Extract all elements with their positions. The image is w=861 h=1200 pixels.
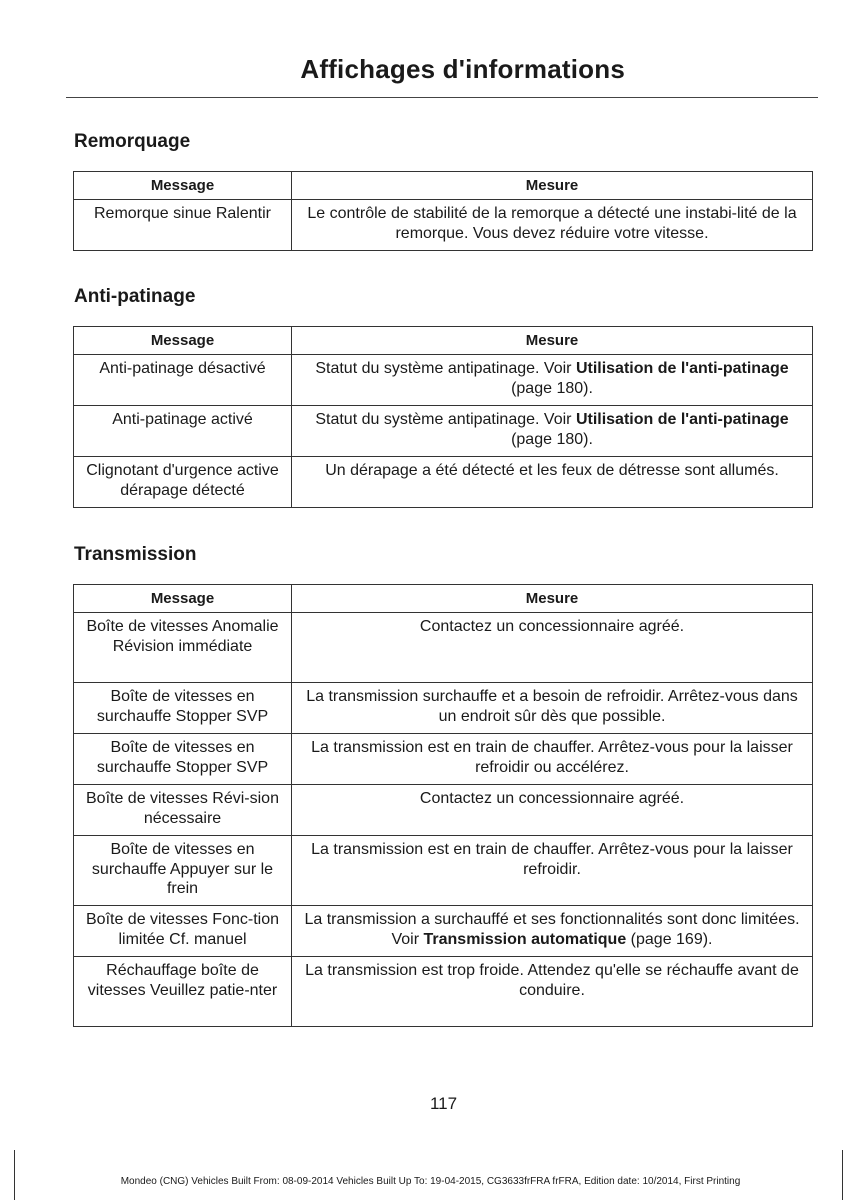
mesure-text: Statut du système antipatinage. Voir: [315, 360, 576, 377]
mesure-cell: Contactez un concessionnaire agréé.: [292, 785, 813, 836]
message-cell: Boîte de vitesses Anomalie Révision immédiate: [74, 613, 292, 683]
mesure-cell: La transmission est en train de chauffer. Arrêtez-vous pour la laisser refroidir.: [292, 836, 813, 906]
mesure-cell: La transmission est en train de chauffer. Arrêtez-vous pour la laisser refroidir ou accélérez.: [292, 734, 813, 785]
message-cell: Anti-patinage désactivé: [74, 355, 292, 406]
column-header-mesure: Mesure: [292, 327, 813, 355]
cross-reference-link[interactable]: Utilisation de l'anti-patinage: [575, 411, 789, 428]
mesure-cell: [292, 906, 813, 957]
mesure-cell: Un dérapage a été détecté et les feux de détresse sont allumés.: [292, 457, 813, 508]
mesure-cell: [292, 406, 813, 457]
mesure-cell: La transmission est trop froide. Attendez qu'elle se réchauffe avant de conduire.: [292, 957, 813, 1027]
table-header-row: [74, 327, 813, 355]
anti-patinage-table: [73, 326, 813, 508]
mesure-cell: [292, 355, 813, 406]
mesure-text: La transmission a surchauffé et ses fonctionnalités sont donc limitées. Voir: [304, 911, 800, 948]
section-heading-remorquage: Remorquage: [74, 131, 191, 152]
message-cell: Réchauffage boîte de vitesses Veuillez patie-nter: [74, 957, 292, 1027]
message-cell: Clignotant d'urgence active dérapage détecté: [74, 457, 292, 508]
transmission-table: [73, 584, 813, 1027]
table-row: [74, 355, 813, 406]
message-cell: Boîte de vitesses en surchauffe Stopper SVP: [74, 683, 292, 734]
column-header-message: Message: [74, 585, 292, 613]
page-reference: (page 180).: [511, 379, 593, 397]
page-reference: (page 169).: [626, 930, 713, 948]
table-header-row: [74, 172, 813, 200]
table-row: [74, 406, 813, 457]
column-header-mesure: Mesure: [292, 585, 813, 613]
table-row: [74, 785, 813, 836]
cross-reference-link[interactable]: Utilisation de l'anti-patinage: [575, 360, 789, 377]
crop-mark-right: [842, 1150, 843, 1200]
mesure-cell: Le contrôle de stabilité de la remorque a détecté une instabi-lité de la remorque. Vous devez réduire votre vitesse.: [292, 200, 813, 251]
message-cell: Boîte de vitesses en surchauffe Stopper SVP: [74, 734, 292, 785]
table-row: [74, 200, 813, 251]
mesure-text: Statut du système antipatinage. Voir: [315, 411, 576, 428]
message-cell: Boîte de vitesses Révi-sion nécessaire: [74, 785, 292, 836]
crop-mark-left: [14, 1150, 15, 1200]
message-cell: Anti-patinage activé: [74, 406, 292, 457]
column-header-message: Message: [74, 327, 292, 355]
table-header-row: [74, 585, 813, 613]
table-row: [74, 836, 813, 906]
cross-reference-link[interactable]: Transmission automatique: [423, 930, 627, 948]
column-header-message: Message: [74, 172, 292, 200]
table-row: [74, 734, 813, 785]
page-title: Affichages d'informations: [300, 54, 625, 84]
remorquage-table: [73, 171, 813, 251]
table-row: [74, 683, 813, 734]
mesure-cell: Contactez un concessionnaire agréé.: [292, 613, 813, 683]
page-number: 117: [429, 1094, 458, 1113]
table-row: [74, 457, 813, 508]
message-cell: Remorque sinue Ralentir: [74, 200, 292, 251]
table-row: [74, 957, 813, 1027]
table-row: [74, 906, 813, 957]
title-rule: [66, 97, 818, 98]
message-cell: Boîte de vitesses Fonc-tion limitée Cf. manuel: [74, 906, 292, 957]
message-cell: Boîte de vitesses en surchauffe Appuyer sur le frein: [74, 836, 292, 906]
page-reference: (page 180).: [511, 430, 593, 448]
column-header-mesure: Mesure: [292, 172, 813, 200]
section-heading-transmission: Transmission: [74, 544, 197, 565]
section-heading-anti-patinage: Anti-patinage: [74, 286, 196, 307]
mesure-cell: La transmission surchauffe et a besoin de refroidir. Arrêtez-vous dans un endroit sûr dès que possible.: [292, 683, 813, 734]
footer-edition-info: Mondeo (CNG) Vehicles Built From: 08-09-2014 Vehicles Built Up To: 19-04-2015, CG3633frFRA frFRA, Edition date: 10/2014, First Printing: [120, 1176, 741, 1187]
table-row: [74, 613, 813, 683]
